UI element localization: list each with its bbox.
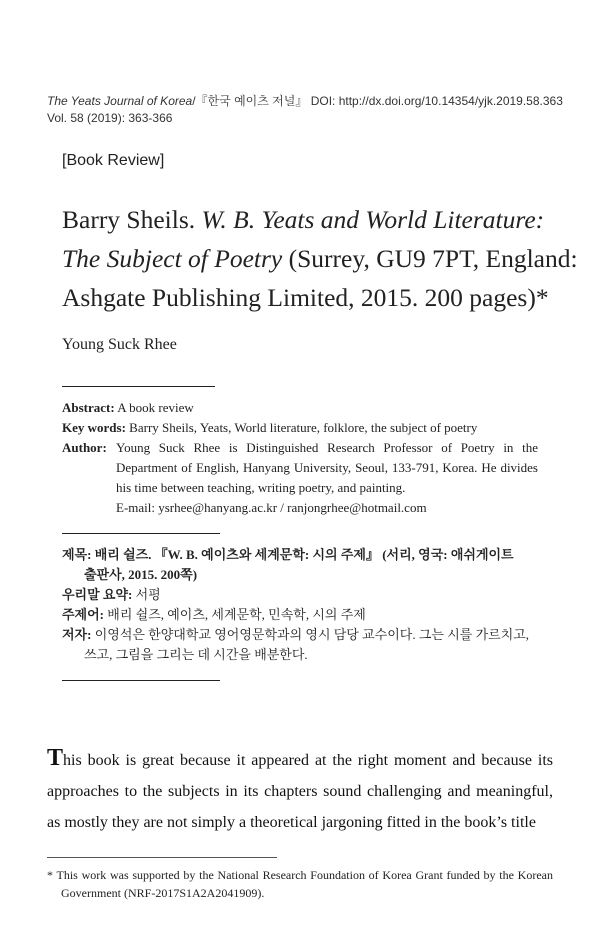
book-author-lead: Barry Sheils. bbox=[62, 205, 202, 234]
abstract-text: A book review bbox=[114, 400, 194, 415]
korean-title-label: 제목: bbox=[62, 547, 92, 562]
divider bbox=[62, 533, 220, 534]
korean-title-text: 배리 쉴즈. 『W. B. 예이츠와 세계문학: 시의 주제』 (서리, 영국: 애쉬게이트 bbox=[91, 547, 514, 562]
book-title bbox=[62, 200, 582, 317]
keywords-line bbox=[62, 418, 562, 438]
body-paragraph bbox=[47, 743, 553, 838]
author-block bbox=[62, 438, 538, 518]
korean-keywords-line bbox=[62, 605, 366, 625]
divider bbox=[62, 680, 220, 681]
abstract-line bbox=[62, 398, 194, 418]
doi-link[interactable]: DOI: http://dx.doi.org/10.14354/yjk.2019.58.363 bbox=[307, 94, 563, 108]
korean-title-continuation: 출판사, 2015. 200쪽) bbox=[84, 567, 198, 582]
journal-header bbox=[47, 93, 567, 127]
abstract-label: Abstract: bbox=[62, 400, 115, 415]
divider bbox=[62, 386, 215, 387]
volume-pages: Vol. 58 (2019): 363-366 bbox=[47, 111, 173, 125]
author-bio: Young Suck Rhee is Distinguished Research Professor of Poetry in the Department of English, Hanyang University, Seoul, 133-791, Korea. He divides his time between teaching, writing poetry, and painting. bbox=[116, 440, 538, 495]
footnote-text: * This work was supported by the National Research Foundation of Korea Grant funded by the Korean Government (NRF-2017S1A2A2041909). bbox=[47, 868, 553, 900]
korean-author-text: 이영석은 한양대학교 영어영문학과의 영시 담당 교수이다. 그는 시를 가르치고, bbox=[91, 627, 530, 642]
footnote-divider bbox=[47, 857, 277, 858]
korean-author-continuation: 쓰고, 그림을 그리는 데 시간을 배분한다. bbox=[84, 647, 308, 662]
korean-author-label: 저자: bbox=[62, 627, 92, 642]
footnote bbox=[47, 866, 553, 902]
journal-korean-title: /『한국 예이츠 저널』 bbox=[192, 94, 308, 108]
korean-keywords-text: 배리 쉴즈, 예이츠, 세계문학, 민속학, 시의 주제 bbox=[104, 607, 366, 622]
korean-keywords-label: 주제어: bbox=[62, 607, 105, 622]
publication-info: (Surrey, GU9 7PT, England: Ashgate Publishing Limited, 2015. 200 pages)* bbox=[62, 244, 578, 312]
section-label: [Book Review] bbox=[62, 152, 165, 169]
body-text: his book is great because it appeared at the right moment and because its approaches to the subjects in its chapters sound challenging and meaningful, as mostly they are not simply a theoretical jargoning fitted in the book’s title bbox=[47, 752, 553, 831]
korean-title-block bbox=[62, 545, 552, 585]
reviewer-name: Young Suck Rhee bbox=[62, 336, 177, 353]
journal-title: The Yeats Journal of Korea bbox=[47, 94, 193, 108]
korean-summary-line bbox=[62, 585, 161, 605]
korean-summary-text: 서평 bbox=[132, 587, 161, 602]
keywords-label: Key words: bbox=[62, 420, 126, 435]
author-email[interactable]: E-mail: ysrhee@hanyang.ac.kr / ranjongrhee@hotmail.com bbox=[116, 500, 427, 515]
journal-citation-line bbox=[47, 93, 567, 110]
author-label: Author: bbox=[62, 440, 107, 455]
korean-summary-label: 우리말 요약: bbox=[62, 587, 133, 602]
drop-cap: T bbox=[47, 745, 64, 771]
keywords-text: Barry Sheils, Yeats, World literature, folklore, the subject of poetry bbox=[125, 420, 478, 435]
book-title-italic: W. B. Yeats and World Literature: The Subject of Poetry bbox=[62, 205, 545, 273]
korean-author-block bbox=[62, 625, 552, 665]
